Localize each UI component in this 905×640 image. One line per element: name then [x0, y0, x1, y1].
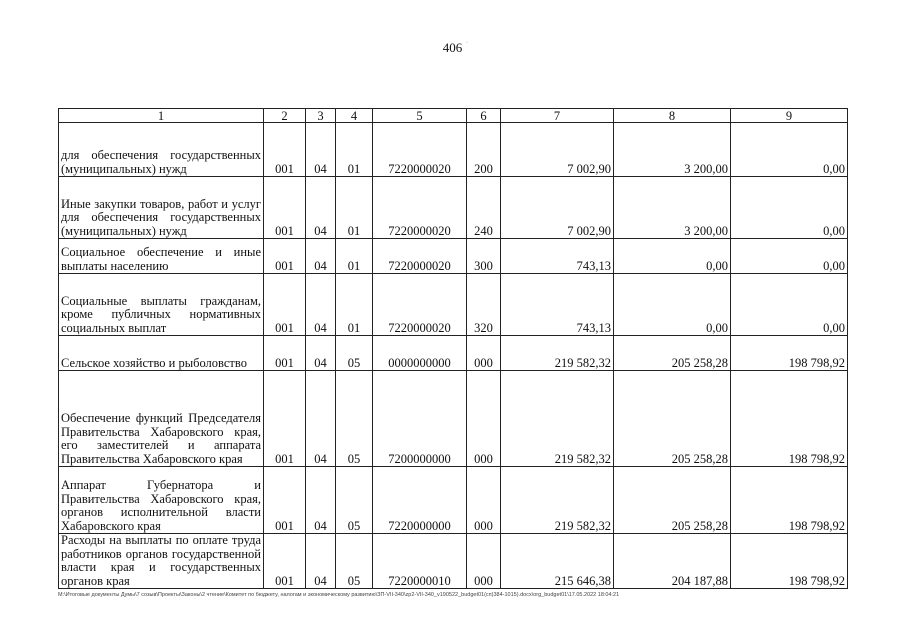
amount-cell: 0,00 [731, 239, 848, 274]
code-cell: 001 [264, 274, 306, 336]
header-cell: 1 [59, 109, 264, 123]
amount-cell: 7 002,90 [501, 123, 614, 177]
code-cell: 001 [264, 371, 306, 467]
amount-cell: 7 002,90 [501, 177, 614, 239]
section-cell: 04 [306, 371, 336, 467]
table-row [59, 123, 848, 177]
row-name-cell: для обеспечения государственных (муниципальных) нужд [59, 123, 264, 177]
table-row [59, 239, 848, 274]
subsection-cell: 05 [336, 534, 373, 589]
expense-type-cell: 000 [467, 371, 501, 467]
amount-cell: 743,13 [501, 239, 614, 274]
file-path-footer: M:\Итоговые документы Думы\7 созыв\Проекты\Законы\2 чтение\Комитет по бюджету, налогам и экономическому развитию\ЗП-VII-340\zp2-VII-340_v190522_budget01(сп)384-1015).docx\org_budget01\17.05.2022 18:04:21 [58, 592, 620, 598]
target-article-cell: 7220000020 [373, 239, 467, 274]
section-cell: 04 [306, 274, 336, 336]
row-name-cell: Социальное обеспечение и иные выплаты населению [59, 239, 264, 274]
header-cell: 8 [614, 109, 731, 123]
expense-type-cell: 300 [467, 239, 501, 274]
code-cell: 001 [264, 123, 306, 177]
row-name-cell: Аппарат Губернатора и Правительства Хабаровского края, органов исполнительной власти Хабаровского края [59, 467, 264, 534]
amount-cell: 0,00 [614, 274, 731, 336]
section-cell: 04 [306, 177, 336, 239]
section-cell: 04 [306, 467, 336, 534]
expense-type-cell: 240 [467, 177, 501, 239]
code-cell: 001 [264, 239, 306, 274]
code-cell: 001 [264, 534, 306, 589]
expense-type-cell: 320 [467, 274, 501, 336]
row-name-cell: Обеспечение функций Председателя Правительства Хабаровского края, его заместителей и аппарата Правительства Хабаровского края [59, 371, 264, 467]
target-article-cell: 7220000020 [373, 274, 467, 336]
header-cell: 7 [501, 109, 614, 123]
amount-cell: 3 200,00 [614, 177, 731, 239]
amount-cell: 198 798,92 [731, 467, 848, 534]
target-article-cell: 7220000010 [373, 534, 467, 589]
subsection-cell: 01 [336, 239, 373, 274]
section-cell: 04 [306, 534, 336, 589]
section-cell: 04 [306, 239, 336, 274]
expense-type-cell: 000 [467, 534, 501, 589]
amount-cell: 205 258,28 [614, 336, 731, 371]
target-article-cell: 7220000020 [373, 177, 467, 239]
subsection-cell: 05 [336, 336, 373, 371]
row-name-cell: Иные закупки товаров, работ и услуг для обеспечения государственных (муниципальных) нужд [59, 177, 264, 239]
budget-table [58, 108, 848, 589]
table-row [59, 371, 848, 467]
header-cell: 2 [264, 109, 306, 123]
header-cell: 3 [306, 109, 336, 123]
target-article-cell: 7200000000 [373, 371, 467, 467]
scan-mark: · [466, 40, 468, 46]
header-cell: 9 [731, 109, 848, 123]
amount-cell: 198 798,92 [731, 371, 848, 467]
header-cell: 6 [467, 109, 501, 123]
amount-cell: 0,00 [731, 274, 848, 336]
code-cell: 001 [264, 177, 306, 239]
target-article-cell: 7220000020 [373, 123, 467, 177]
table-row [59, 534, 848, 589]
table-row [59, 177, 848, 239]
code-cell: 001 [264, 336, 306, 371]
expense-type-cell: 000 [467, 336, 501, 371]
header-cell: 5 [373, 109, 467, 123]
subsection-cell: 01 [336, 274, 373, 336]
amount-cell: 204 187,88 [614, 534, 731, 589]
subsection-cell: 05 [336, 467, 373, 534]
amount-cell: 198 798,92 [731, 534, 848, 589]
row-name-cell: Расходы на выплаты по оплате труда работников органов государственной власти края и государственных органов края [59, 534, 264, 589]
target-article-cell: 7220000000 [373, 467, 467, 534]
amount-cell: 205 258,28 [614, 467, 731, 534]
page-number: 406 [442, 40, 463, 55]
subsection-cell: 05 [336, 371, 373, 467]
header-cell: 4 [336, 109, 373, 123]
row-name-cell: Сельское хозяйство и рыболовство [59, 336, 264, 371]
amount-cell: 205 258,28 [614, 371, 731, 467]
amount-cell: 215 646,38 [501, 534, 614, 589]
table-row [59, 336, 848, 371]
amount-cell: 219 582,32 [501, 467, 614, 534]
row-name-cell: Социальные выплаты гражданам, кроме публичных нормативных социальных выплат [59, 274, 264, 336]
amount-cell: 0,00 [614, 239, 731, 274]
expense-type-cell: 200 [467, 123, 501, 177]
section-cell: 04 [306, 336, 336, 371]
subsection-cell: 01 [336, 123, 373, 177]
amount-cell: 0,00 [731, 123, 848, 177]
amount-cell: 198 798,92 [731, 336, 848, 371]
expense-type-cell: 000 [467, 467, 501, 534]
table-row [59, 274, 848, 336]
amount-cell: 3 200,00 [614, 123, 731, 177]
amount-cell: 0,00 [731, 177, 848, 239]
code-cell: 001 [264, 467, 306, 534]
table-row [59, 467, 848, 534]
target-article-cell: 0000000000 [373, 336, 467, 371]
amount-cell: 219 582,32 [501, 371, 614, 467]
header-row [59, 109, 848, 123]
amount-cell: 743,13 [501, 274, 614, 336]
subsection-cell: 01 [336, 177, 373, 239]
amount-cell: 219 582,32 [501, 336, 614, 371]
section-cell: 04 [306, 123, 336, 177]
